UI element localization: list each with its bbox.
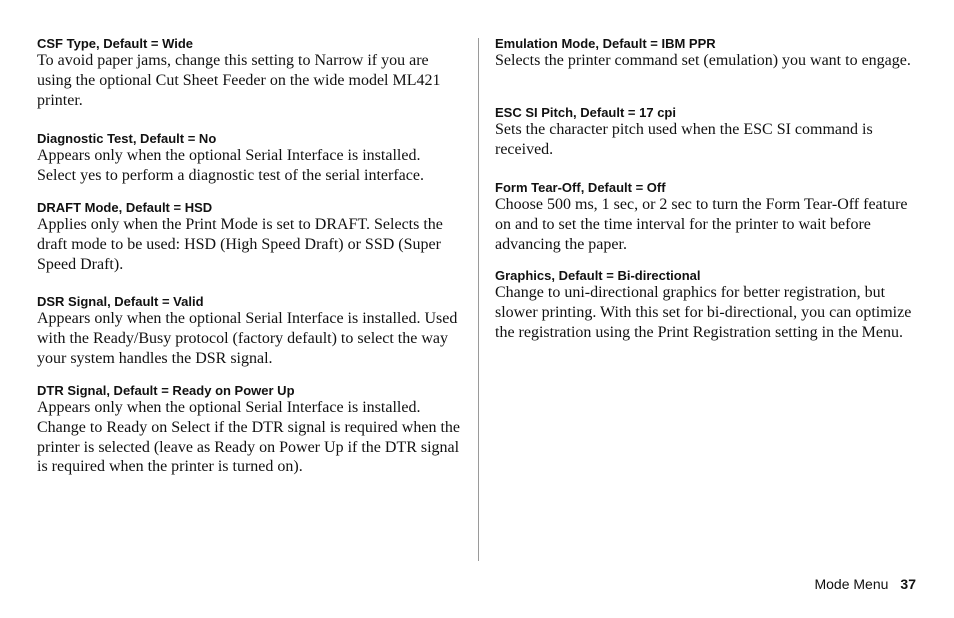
entry-heading: ESC SI Pitch, Default = 17 cpi [495, 105, 676, 120]
page-number: 37 [900, 576, 916, 592]
right-column [495, 36, 915, 342]
entry-body: Choose 500 ms, 1 sec, or 2 sec to turn the Form Tear-Off feature on and to set the time interval for the printer to wait before advancing the paper. [495, 196, 908, 253]
left-column [37, 36, 462, 477]
entry-body: To avoid paper jams, change this setting to Narrow if you are using the optional Cut Sheet Feeder on the wide model ML421 printer. [37, 52, 441, 109]
entry-body: Change to uni-directional graphics for better registration, but slower printing. With this set for bi-directional, you can optimize the registration using the Print Registration setting in the Menu. [495, 284, 912, 341]
entry-form-tear-off [495, 180, 915, 268]
entry-heading: DTR Signal, Default = Ready on Power Up [37, 383, 295, 398]
entry-diagnostic-test [37, 131, 462, 200]
entry-csf-type [37, 36, 462, 131]
page-footer [814, 576, 916, 592]
footer-section-title: Mode Menu [814, 576, 889, 592]
entry-heading: Emulation Mode, Default = IBM PPR [495, 36, 716, 51]
entry-body: Sets the character pitch used when the ESC SI command is received. [495, 121, 873, 158]
entry-dtr-signal [37, 383, 462, 477]
entry-graphics [495, 268, 915, 342]
entry-body: Appears only when the optional Serial Interface is installed. Change to Ready on Select if the DTR signal is required when the printer is selected (leave as Ready on Power Up if the DTR signal is required when the printer is turned on). [37, 399, 461, 476]
entry-body: Selects the printer command set (emulation) you want to engage. [495, 52, 911, 69]
entry-heading: Graphics, Default = Bi-directional [495, 268, 701, 283]
entry-heading: DRAFT Mode, Default = HSD [37, 200, 213, 215]
entry-body: Appears only when the optional Serial Interface is installed. Select yes to perform a diagnostic test of the serial interface. [37, 147, 424, 184]
entry-heading: CSF Type, Default = Wide [37, 36, 194, 51]
entry-body: Applies only when the Print Mode is set to DRAFT. Selects the draft mode to be used: HSD (High Speed Draft) or SSD (Super Speed Draft). [37, 216, 443, 273]
entry-esc-si-pitch [495, 105, 915, 180]
entry-dsr-signal [37, 294, 462, 383]
entry-heading: DSR Signal, Default = Valid [37, 294, 204, 309]
column-divider [478, 38, 479, 561]
entry-emulation-mode [495, 36, 915, 105]
entry-heading: Diagnostic Test, Default = No [37, 131, 217, 146]
entry-heading: Form Tear-Off, Default = Off [495, 180, 666, 195]
entry-draft-mode [37, 200, 462, 294]
entry-body: Appears only when the optional Serial Interface is installed. Used with the Ready/Busy protocol (factory default) to select the way your system handles the DSR signal. [37, 310, 458, 367]
